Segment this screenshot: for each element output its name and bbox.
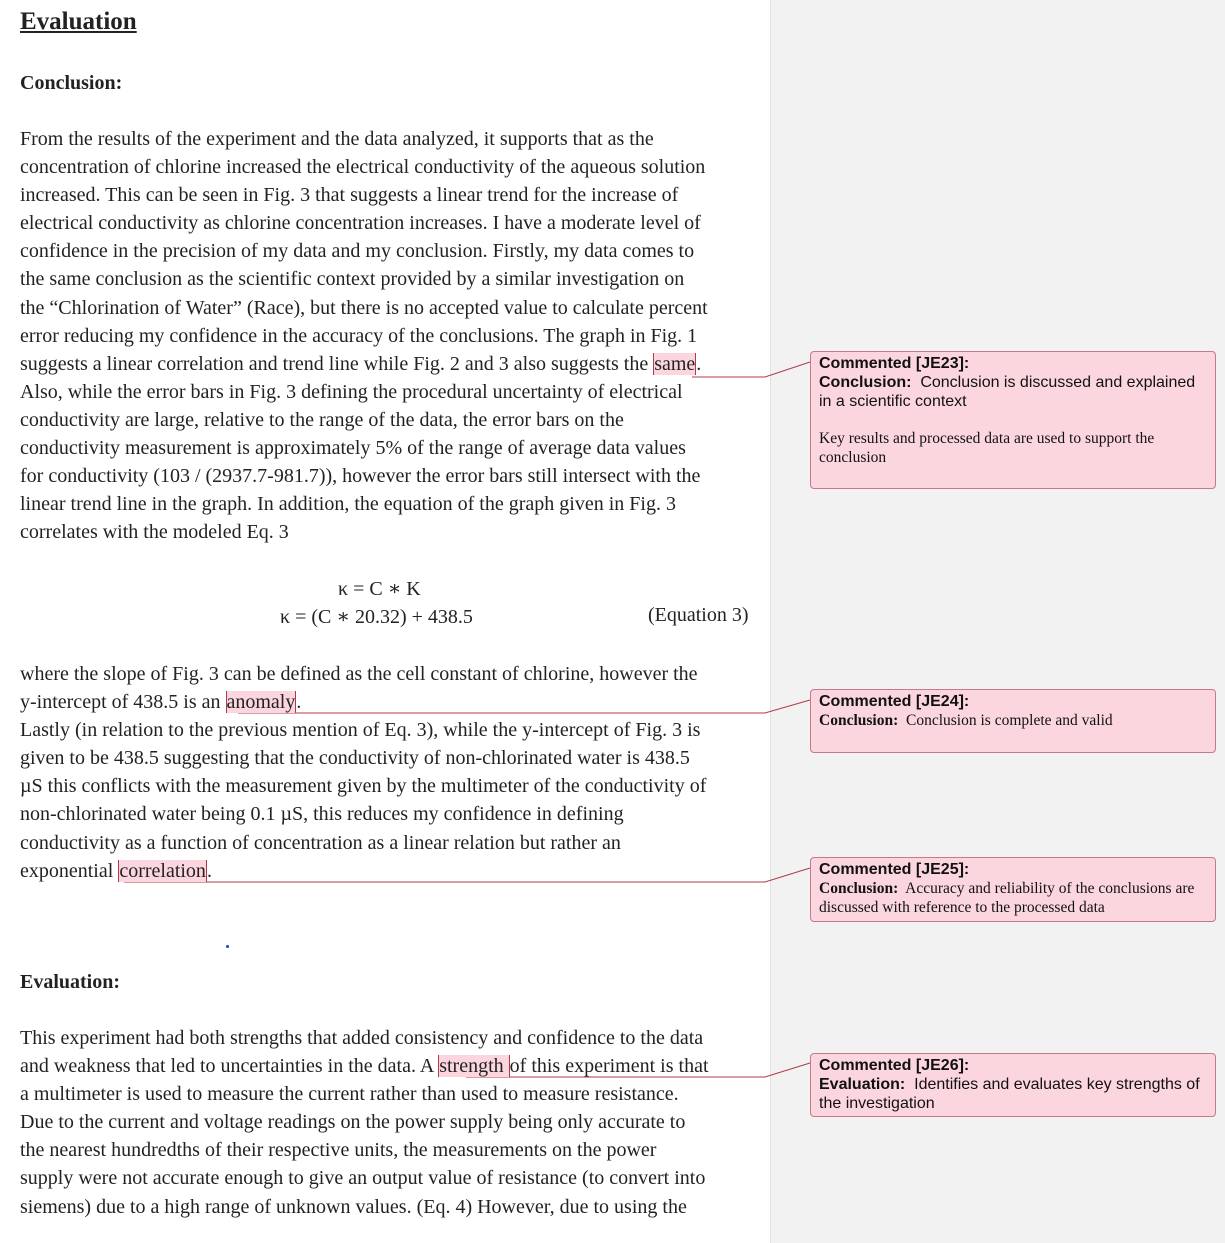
text-line	[20, 857, 780, 885]
comment-title: Commented [JE24]:	[819, 693, 970, 710]
text-line: This experiment had both strengths that added consistency and confidence to the data	[20, 1027, 704, 1049]
text-run: .	[206, 859, 212, 882]
text-line: conductivity as a function of concentration as a linear relation but rather an	[20, 831, 621, 854]
comment-body	[819, 711, 1207, 730]
analysis-paragraph	[20, 660, 780, 885]
text-run: and weakness that led to uncertainties in the data. A	[20, 1055, 439, 1078]
text-line: Also, while the error bars in Fig. 3 defining the procedural uncertainty of electrical	[20, 380, 683, 403]
comment-title: Commented [JE23]:	[819, 355, 970, 372]
text-line: increased. This can be seen in Fig. 3 that suggests a linear trend for the increase of	[20, 184, 679, 207]
text-line: conductivity measurement is approximately 5% of the range of average data values	[20, 437, 686, 460]
text-line: the same conclusion as the scientific context provided by a similar investigation on	[20, 268, 685, 291]
text-line	[20, 1052, 780, 1080]
text-line: the nearest hundredths of their respective units, the measurements on the power	[20, 1139, 657, 1162]
comment-text: Conclusion is complete and valid	[906, 712, 1113, 729]
comment-balloon-je25[interactable]	[810, 857, 1216, 922]
comment-balloon-je24[interactable]	[810, 689, 1216, 753]
equation-line-1: κ = C ∗ K	[338, 578, 421, 600]
text-line: Lastly (in relation to the previous mention of Eq. 3), while the y-intercept of Fig. 3 is	[20, 719, 701, 742]
text-run: of this experiment is that	[509, 1055, 709, 1078]
text-run: exponential	[20, 859, 119, 882]
comment-category: Conclusion:	[819, 880, 899, 897]
comment-body	[819, 879, 1207, 917]
text-run: y-intercept of 438.5 is an	[20, 691, 226, 714]
text-line	[20, 350, 780, 378]
text-line: where the slope of Fig. 3 can be defined as the cell constant of chlorine, however the	[20, 663, 698, 685]
comment-anchor-je24[interactable]: anomaly	[226, 691, 296, 714]
comment-balloon-je23[interactable]	[810, 351, 1216, 489]
text-line: From the results of the experiment and the data analyzed, it supports that as the	[20, 128, 654, 150]
comment-text: Conclusion is discussed and explained in a scientific context	[819, 374, 1196, 410]
text-line: for conductivity (103 / (2937.7-981.7)), however the error bars still intersect with the	[20, 465, 701, 488]
comment-body	[819, 1075, 1207, 1113]
text-line: the “Chlorination of Water” (Race), but there is no accepted value to calculate percent	[20, 296, 708, 319]
comment-title: Commented [JE25]:	[819, 861, 970, 878]
section-heading: Evaluation	[20, 8, 137, 35]
comment-text: Identifies and evaluates key strengths of the investigation	[819, 1076, 1200, 1112]
text-line: given to be 438.5 suggesting that the conductivity of non-chlorinated water is 438.5	[20, 747, 690, 770]
comment-anchor-je26[interactable]: strength	[439, 1055, 509, 1078]
comment-anchor-je23[interactable]: same	[654, 352, 696, 375]
comment-text: Accuracy and reliability of the conclusions are discussed with reference to the processed data	[819, 880, 1195, 916]
text-line: a multimeter is used to measure the current rather than used to measure resistance.	[20, 1083, 679, 1106]
evaluation-paragraph	[20, 1024, 780, 1221]
text-line: electrical conductivity as chlorine concentration increases. I have a moderate level of	[20, 212, 701, 235]
comment-extra: Key results and processed data are used to support the conclusion	[819, 430, 1155, 466]
comment-category: Conclusion:	[819, 374, 912, 391]
text-run: .	[296, 691, 302, 714]
text-line: concentration of chlorine increased the electrical conductivity of the aqueous solution	[20, 156, 706, 179]
comment-category: Conclusion:	[819, 712, 899, 729]
comment-spacer	[819, 411, 1207, 429]
equation-line-2: κ = (C ∗ 20.32) + 438.5	[280, 606, 473, 628]
equation-label: (Equation 3)	[648, 604, 749, 626]
text-line: linear trend line in the graph. In addition, the equation of the graph given in Fig. 3	[20, 493, 676, 516]
text-line: confidence in the precision of my data and my conclusion. Firstly, my data comes to	[20, 240, 695, 263]
evaluation-heading: Evaluation:	[20, 971, 121, 993]
comment-category: Evaluation:	[819, 1076, 906, 1093]
comment-title: Commented [JE26]:	[819, 1057, 970, 1074]
comment-balloon-je26[interactable]	[810, 1053, 1216, 1117]
text-line: non-chlorinated water being 0.1 µS, this reduces my confidence in defining	[20, 803, 624, 826]
comment-body	[819, 373, 1207, 411]
text-line: siemens) due to a high range of unknown values. (Eq. 4) However, due to using the	[20, 1195, 687, 1218]
stray-dot	[226, 945, 229, 948]
text-line: conductivity are large, relative to the range of the data, the error bars on the	[20, 408, 624, 431]
text-line: correlates with the modeled Eq. 3	[20, 521, 289, 544]
comment-anchor-je25[interactable]: correlation	[119, 859, 206, 882]
text-run: suggests a linear correlation and trend line while Fig. 2 and 3 also suggests the	[20, 352, 654, 375]
text-line: error reducing my confidence in the accuracy of the conclusions. The graph in Fig. 1	[20, 324, 698, 347]
text-line	[20, 688, 780, 716]
text-line: supply were not accurate enough to give an output value of resistance (to convert into	[20, 1167, 706, 1190]
conclusion-paragraph	[20, 125, 780, 546]
text-line: Due to the current and voltage readings on the power supply being only accurate to	[20, 1111, 686, 1134]
conclusion-heading: Conclusion:	[20, 72, 123, 94]
text-line: µS this conflicts with the measurement given by the multimeter of the conductivity of	[20, 775, 707, 798]
text-run: .	[696, 352, 702, 375]
